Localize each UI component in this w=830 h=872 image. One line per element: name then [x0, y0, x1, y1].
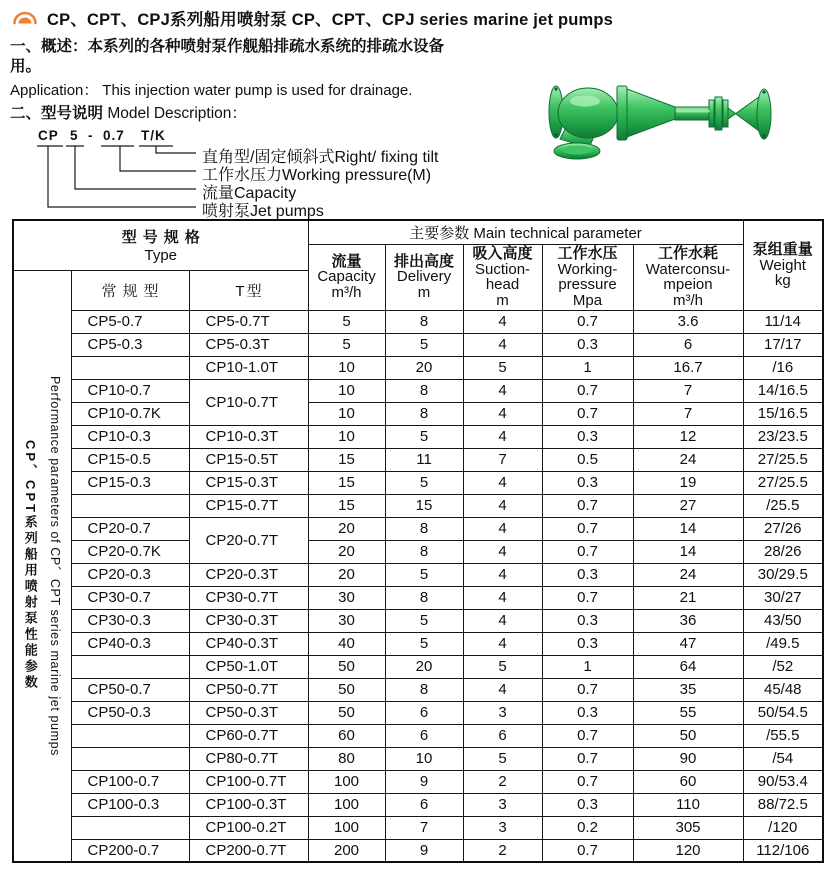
table-header-row-1: [13, 220, 823, 244]
model-code-diagram: [36, 127, 496, 219]
cell-water-consumption: 3.6: [633, 310, 743, 333]
cell-suction-head: 4: [463, 402, 542, 425]
cell-delivery: 6: [385, 701, 463, 724]
spec-table-row: [13, 609, 823, 632]
cell-model-t: CP5-0.7T: [189, 310, 308, 333]
cell-model-regular: [71, 356, 189, 379]
cell-weight: 27/26: [743, 517, 823, 540]
side-label-en: Performance parameters of CP、CPT series marine jet pumps: [47, 375, 62, 756]
spec-table-row: [13, 310, 823, 333]
cell-weight: /52: [743, 655, 823, 678]
cell-weight: /120: [743, 816, 823, 839]
cell-water-consumption: 120: [633, 839, 743, 862]
cell-working-pressure: 0.7: [542, 586, 633, 609]
cell-model-t: CP20-0.7T: [189, 517, 308, 563]
cell-suction-head: 3: [463, 816, 542, 839]
cell-weight: /54: [743, 747, 823, 770]
spec-table-row: [13, 333, 823, 356]
cell-delivery: 8: [385, 402, 463, 425]
cell-working-pressure: 0.3: [542, 333, 633, 356]
spec-table-row: [13, 816, 823, 839]
spec-table-row: [13, 793, 823, 816]
cell-capacity: 60: [308, 724, 385, 747]
cell-water-consumption: 21: [633, 586, 743, 609]
cell-capacity: 10: [308, 402, 385, 425]
cell-weight: 30/27: [743, 586, 823, 609]
cell-suction-head: 4: [463, 379, 542, 402]
cell-weight: 28/26: [743, 540, 823, 563]
cell-delivery: 5: [385, 609, 463, 632]
cell-model-regular: CP5-0.3: [71, 333, 189, 356]
cell-suction-head: 5: [463, 655, 542, 678]
cell-model-t: CP30-0.7T: [189, 586, 308, 609]
cell-working-pressure: 1: [542, 356, 633, 379]
brand-arc-icon: [12, 8, 38, 28]
code-token-series: CP: [38, 128, 59, 143]
cell-water-consumption: 12: [633, 425, 743, 448]
type-header-en: Type: [144, 247, 178, 265]
cell-working-pressure: 1: [542, 655, 633, 678]
cell-capacity: 15: [308, 471, 385, 494]
spec-table-row: [13, 770, 823, 793]
working-pressure-header: 工作水压 Working- pressure Mpa: [542, 244, 633, 310]
t-type-header: T型: [189, 270, 308, 310]
cell-water-consumption: 27: [633, 494, 743, 517]
cell-weight: 17/17: [743, 333, 823, 356]
cell-weight: 88/72.5: [743, 793, 823, 816]
cell-model-regular: CP10-0.3: [71, 425, 189, 448]
cell-capacity: 50: [308, 655, 385, 678]
cell-model-regular: CP100-0.3: [71, 793, 189, 816]
cell-weight: 30/29.5: [743, 563, 823, 586]
cell-model-regular: CP50-0.3: [71, 701, 189, 724]
cell-model-t: CP20-0.3T: [189, 563, 308, 586]
model-description-heading: [10, 101, 247, 123]
cell-suction-head: 2: [463, 770, 542, 793]
cell-model-regular: CP20-0.3: [71, 563, 189, 586]
cell-model-regular: [71, 655, 189, 678]
cell-weight: 112/106: [743, 839, 823, 862]
cell-suction-head: 4: [463, 333, 542, 356]
suction-head-header: 吸入高度 Suction- head m: [463, 244, 542, 310]
cell-weight: /49.5: [743, 632, 823, 655]
cell-water-consumption: 36: [633, 609, 743, 632]
cell-weight: 43/50: [743, 609, 823, 632]
overview-line1: 一、概述：本系列的各种喷射泵作舰船排疏水系统的排疏水设备: [10, 38, 445, 55]
cell-working-pressure: 0.7: [542, 494, 633, 517]
spec-table-row: [13, 563, 823, 586]
weight-header-unit: kg: [774, 272, 791, 289]
cell-working-pressure: 0.7: [542, 678, 633, 701]
cell-model-t: CP50-0.3T: [189, 701, 308, 724]
cell-capacity: 20: [308, 563, 385, 586]
cell-model-t: CP40-0.3T: [189, 632, 308, 655]
cell-delivery: 5: [385, 333, 463, 356]
cell-weight: /25.5: [743, 494, 823, 517]
side-label-wrap: [14, 273, 71, 859]
cell-weight: 27/25.5: [743, 471, 823, 494]
regular-type-header: 常规型: [71, 270, 189, 310]
cell-weight: 27/25.5: [743, 448, 823, 471]
cell-working-pressure: 0.3: [542, 471, 633, 494]
cell-capacity: 80: [308, 747, 385, 770]
cell-delivery: 7: [385, 816, 463, 839]
cell-capacity: 100: [308, 770, 385, 793]
cell-working-pressure: 0.3: [542, 425, 633, 448]
cell-water-consumption: 14: [633, 517, 743, 540]
cell-model-t: CP50-0.7T: [189, 678, 308, 701]
cell-capacity: 50: [308, 678, 385, 701]
cell-capacity: 30: [308, 586, 385, 609]
model-heading-en: Model Description：: [107, 105, 247, 122]
code-token-variant: T/K: [141, 128, 166, 143]
cell-model-regular: CP50-0.7: [71, 678, 189, 701]
cell-weight: 14/16.5: [743, 379, 823, 402]
page-header: [12, 6, 613, 30]
code-token-capacity: 5: [70, 128, 79, 143]
cell-working-pressure: 0.7: [542, 839, 633, 862]
cell-working-pressure: 0.3: [542, 563, 633, 586]
code-label-pressure: 工作水压力Working pressure(M): [202, 167, 432, 184]
cell-weight: /55.5: [743, 724, 823, 747]
cell-weight: 90/53.4: [743, 770, 823, 793]
cell-model-regular: [71, 747, 189, 770]
cell-water-consumption: 55: [633, 701, 743, 724]
cell-model-regular: CP30-0.3: [71, 609, 189, 632]
cell-model-regular: [71, 494, 189, 517]
cell-water-consumption: 16.7: [633, 356, 743, 379]
cell-water-consumption: 6: [633, 333, 743, 356]
cell-model-t: CP15-0.7T: [189, 494, 308, 517]
capacity-header: 流量 Capacity m³/h: [308, 244, 385, 310]
spec-table-row: [13, 356, 823, 379]
cell-delivery: 8: [385, 517, 463, 540]
cell-model-regular: [71, 724, 189, 747]
cell-capacity: 10: [308, 379, 385, 402]
cell-model-regular: CP20-0.7K: [71, 540, 189, 563]
cell-suction-head: 5: [463, 356, 542, 379]
cell-model-t: CP100-0.7T: [189, 770, 308, 793]
spec-table-row: [13, 540, 823, 563]
cell-capacity: 40: [308, 632, 385, 655]
cell-water-consumption: 64: [633, 655, 743, 678]
cell-delivery: 8: [385, 310, 463, 333]
cell-water-consumption: 19: [633, 471, 743, 494]
cell-water-consumption: 24: [633, 563, 743, 586]
cell-delivery: 8: [385, 586, 463, 609]
spec-table-row: [13, 655, 823, 678]
cell-model-t: CP30-0.3T: [189, 609, 308, 632]
cell-working-pressure: 0.3: [542, 609, 633, 632]
side-label-cell: [13, 270, 71, 862]
application-line: Application： This injection water pump is used for drainage.: [10, 82, 413, 99]
cell-working-pressure: 0.7: [542, 540, 633, 563]
spec-table-row: [13, 839, 823, 862]
cell-capacity: 200: [308, 839, 385, 862]
cell-water-consumption: 110: [633, 793, 743, 816]
overview-paragraph: [10, 37, 444, 76]
cell-working-pressure: 0.7: [542, 517, 633, 540]
cell-capacity: 5: [308, 333, 385, 356]
spec-table-row: [13, 724, 823, 747]
spec-table-row: [13, 448, 823, 471]
jet-pump-photo: [545, 76, 805, 172]
cell-suction-head: 4: [463, 678, 542, 701]
cell-suction-head: 3: [463, 793, 542, 816]
cell-delivery: 9: [385, 839, 463, 862]
side-label-zh: CP、CPT系列船用喷射泵性能参数: [22, 440, 38, 692]
cell-delivery: 8: [385, 540, 463, 563]
cell-water-consumption: 14: [633, 540, 743, 563]
cell-delivery: 15: [385, 494, 463, 517]
water-consumption-header: 工作水耗 Waterconsu- mpeion m³/h: [633, 244, 743, 310]
cell-suction-head: 4: [463, 609, 542, 632]
cell-weight: 23/23.5: [743, 425, 823, 448]
cell-suction-head: 6: [463, 724, 542, 747]
cell-suction-head: 4: [463, 632, 542, 655]
cell-delivery: 6: [385, 724, 463, 747]
cell-model-t: CP10-0.3T: [189, 425, 308, 448]
page-title-zh: CP、CPT、CPJ系列船用喷射泵: [47, 11, 287, 29]
spec-table-row: [13, 494, 823, 517]
cell-capacity: 20: [308, 540, 385, 563]
cell-capacity: 50: [308, 701, 385, 724]
cell-delivery: 20: [385, 655, 463, 678]
cell-weight: /16: [743, 356, 823, 379]
code-label-capacity: 流量Capacity: [202, 185, 297, 202]
cell-model-regular: CP5-0.7: [71, 310, 189, 333]
cell-suction-head: 4: [463, 471, 542, 494]
cell-delivery: 5: [385, 563, 463, 586]
code-label-series: 喷射泵Jet pumps: [202, 203, 324, 220]
spec-table-row: [13, 425, 823, 448]
cell-delivery: 5: [385, 425, 463, 448]
delivery-header: 排出高度 Delivery m: [385, 244, 463, 310]
spec-table-row: [13, 517, 823, 540]
cell-suction-head: 5: [463, 747, 542, 770]
cell-suction-head: 4: [463, 494, 542, 517]
cell-model-regular: CP10-0.7K: [71, 402, 189, 425]
cell-water-consumption: 305: [633, 816, 743, 839]
code-token-dash: -: [88, 128, 94, 143]
code-label-variant: 直角型/固定倾斜式Right/ fixing tilt: [202, 149, 439, 166]
cell-suction-head: 4: [463, 586, 542, 609]
weight-header-zh: 泵组重量: [752, 241, 813, 258]
cell-water-consumption: 7: [633, 402, 743, 425]
spec-table-row: [13, 471, 823, 494]
cell-capacity: 30: [308, 609, 385, 632]
main-parameter-header: 主要参数 Main technical parameter: [308, 220, 743, 244]
cell-suction-head: 4: [463, 540, 542, 563]
cell-delivery: 8: [385, 379, 463, 402]
cell-water-consumption: 24: [633, 448, 743, 471]
spec-table-row: [13, 586, 823, 609]
cell-working-pressure: 0.5: [542, 448, 633, 471]
cell-model-regular: CP100-0.7: [71, 770, 189, 793]
cell-delivery: 20: [385, 356, 463, 379]
cell-model-t: CP15-0.3T: [189, 471, 308, 494]
cell-model-t: CP200-0.7T: [189, 839, 308, 862]
cell-suction-head: 3: [463, 701, 542, 724]
cell-working-pressure: 0.7: [542, 747, 633, 770]
cell-working-pressure: 0.7: [542, 402, 633, 425]
cell-model-t: CP80-0.7T: [189, 747, 308, 770]
cell-water-consumption: 35: [633, 678, 743, 701]
cell-water-consumption: 60: [633, 770, 743, 793]
cell-model-regular: CP20-0.7: [71, 517, 189, 540]
cell-delivery: 10: [385, 747, 463, 770]
cell-capacity: 10: [308, 425, 385, 448]
spec-table-row: [13, 701, 823, 724]
cell-capacity: 15: [308, 494, 385, 517]
cell-model-regular: CP10-0.7: [71, 379, 189, 402]
cell-delivery: 5: [385, 632, 463, 655]
cell-water-consumption: 50: [633, 724, 743, 747]
cell-model-t: CP5-0.3T: [189, 333, 308, 356]
cell-capacity: 20: [308, 517, 385, 540]
cell-model-t: CP50-1.0T: [189, 655, 308, 678]
cell-capacity: 10: [308, 356, 385, 379]
cell-water-consumption: 90: [633, 747, 743, 770]
cell-model-regular: CP40-0.3: [71, 632, 189, 655]
cell-working-pressure: 0.2: [542, 816, 633, 839]
cell-model-regular: CP30-0.7: [71, 586, 189, 609]
cell-delivery: 9: [385, 770, 463, 793]
cell-working-pressure: 0.3: [542, 632, 633, 655]
spec-table-row: [13, 678, 823, 701]
cell-working-pressure: 0.7: [542, 379, 633, 402]
cell-model-regular: CP200-0.7: [71, 839, 189, 862]
cell-delivery: 11: [385, 448, 463, 471]
cell-delivery: 8: [385, 678, 463, 701]
cell-working-pressure: 0.7: [542, 724, 633, 747]
page-title-en: CP、CPT、CPJ series marine jet pumps: [291, 11, 614, 29]
cell-capacity: 100: [308, 816, 385, 839]
cell-model-t: CP60-0.7T: [189, 724, 308, 747]
cell-working-pressure: 0.7: [542, 310, 633, 333]
cell-weight: 15/16.5: [743, 402, 823, 425]
cell-suction-head: 7: [463, 448, 542, 471]
cell-weight: 45/48: [743, 678, 823, 701]
cell-water-consumption: 7: [633, 379, 743, 402]
cell-model-regular: CP15-0.5: [71, 448, 189, 471]
cell-weight: 11/14: [743, 310, 823, 333]
cell-suction-head: 2: [463, 839, 542, 862]
cell-model-t: CP100-0.3T: [189, 793, 308, 816]
cell-suction-head: 4: [463, 425, 542, 448]
type-header-zh: 型号规格: [121, 229, 206, 247]
weight-header-en: Weight: [759, 256, 806, 274]
cell-water-consumption: 47: [633, 632, 743, 655]
cell-working-pressure: 0.3: [542, 701, 633, 724]
cell-delivery: 6: [385, 793, 463, 816]
weight-column-header: [743, 220, 823, 310]
spec-table-row: [13, 379, 823, 402]
overview-line2: 用。: [10, 57, 42, 75]
spec-table-row: [13, 747, 823, 770]
cell-capacity: 100: [308, 793, 385, 816]
cell-suction-head: 4: [463, 517, 542, 540]
spec-table: [12, 219, 824, 863]
cell-delivery: 5: [385, 471, 463, 494]
cell-suction-head: 4: [463, 310, 542, 333]
cell-model-t: CP15-0.5T: [189, 448, 308, 471]
spec-table-row: [13, 402, 823, 425]
cell-model-t: CP10-1.0T: [189, 356, 308, 379]
cell-suction-head: 4: [463, 563, 542, 586]
type-column-header: [13, 220, 308, 270]
model-heading-zh: 二、型号说明: [10, 105, 104, 122]
code-token-pressure: 0.7: [103, 128, 125, 143]
page-title: [47, 6, 613, 30]
cell-capacity: 5: [308, 310, 385, 333]
spec-table-row: [13, 632, 823, 655]
cell-model-regular: [71, 816, 189, 839]
cell-capacity: 15: [308, 448, 385, 471]
cell-weight: 50/54.5: [743, 701, 823, 724]
cell-working-pressure: 0.3: [542, 793, 633, 816]
cell-working-pressure: 0.7: [542, 770, 633, 793]
cell-model-t: CP100-0.2T: [189, 816, 308, 839]
cell-model-regular: CP15-0.3: [71, 471, 189, 494]
cell-model-t: CP10-0.7T: [189, 379, 308, 425]
